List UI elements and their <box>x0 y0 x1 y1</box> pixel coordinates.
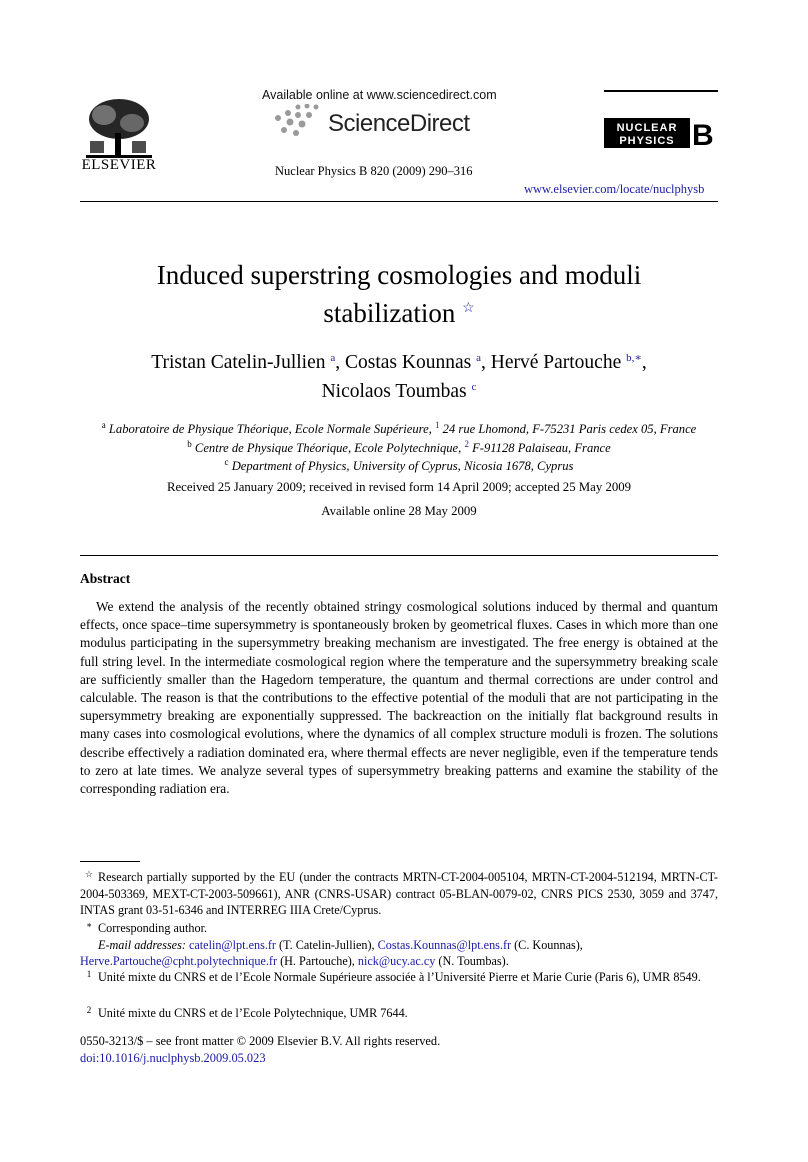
author-affiliation-mark[interactable]: a <box>476 352 481 364</box>
doi-link[interactable]: doi:10.1016/j.nuclphysb.2009.05.023 <box>80 1051 266 1065</box>
affiliation-footnote-mark[interactable]: 2 <box>464 439 469 449</box>
abstract-heading: Abstract <box>80 571 131 586</box>
email-link[interactable]: Costas.Kounnas@lpt.ens.fr <box>377 937 512 952</box>
email-label: E-mail addresses: <box>98 937 186 952</box>
email-link[interactable]: Herve.Partouche@cpht.polytechnique.fr <box>80 954 278 969</box>
available-online-date: Available online 28 May 2009 <box>321 504 477 518</box>
author-list <box>80 346 718 404</box>
affiliation-address: F-91128 Palaiseau, France <box>472 441 611 455</box>
affiliation-text: Laboratoire de Physique Théorique, Ecole Normale Supérieure, <box>108 422 432 436</box>
footnote-text: Unité mixte du CNRS et de l’Ecole Polytechnique, UMR 7644. <box>98 1006 408 1020</box>
footnote-mark: 2 <box>86 1005 92 1015</box>
affiliation-mark: b <box>187 439 192 449</box>
email-owner: (H. Partouche), <box>277 954 358 969</box>
publisher-wordmark: ELSEVIER <box>81 157 157 173</box>
copyright-notice: 0550-3213/$ – see front matter © 2009 Elsevier B.V. All rights reserved. <box>80 1034 441 1048</box>
footnote-text: Unité mixte du CNRS et de l’Ecole Normale Supérieure associée à l’Université Pierre et Marie Curie (Paris 6), UMR 8549. <box>98 970 701 984</box>
footnote-text: Research partially supported by the EU (under the contracts MRTN-CT-2004-005104, MRTN-CT-2004-512194, MRTN-CT-2004-503369, MEXT-CT-2003-509661), ANR (CNRS-USAR) contract 05-BLAN-0079-02, CNRS PICS 2530, 3059 and 3747, INTAS grant 03-51-6346 and INTERREG IIIA Crete/Cyprus. <box>80 870 718 918</box>
svg-text:PHYSICS: PHYSICS <box>619 135 675 147</box>
svg-text:B: B <box>692 119 714 148</box>
abstract-divider <box>80 555 718 556</box>
affiliation-footnote-mark[interactable]: 1 <box>435 420 440 430</box>
footnote-funding <box>80 866 718 919</box>
article-title <box>80 258 718 330</box>
article-history: Received 25 January 2009; received in revised form 14 April 2009; accepted 25 May 2009 <box>166 480 632 494</box>
author-name: Nicolaos Toumbas <box>321 381 467 402</box>
svg-text:NUCLEAR: NUCLEAR <box>616 122 678 134</box>
title-line-2-text: stabilization <box>323 298 456 328</box>
footnote-1 <box>80 966 718 986</box>
author-separator: , <box>481 352 491 373</box>
author-separator: , <box>641 352 647 373</box>
email-owner: (T. Catelin-Jullien), <box>275 937 378 952</box>
footnote-mark: ∗ <box>85 920 93 930</box>
affiliation-text: Centre de Physique Théorique, Ecole Polytechnique, <box>194 441 462 455</box>
affiliation-text: Department of Physics, University of Cyprus, Nicosia 1678, Cyprus <box>231 459 574 473</box>
footnote-divider <box>80 861 140 862</box>
author-name: Tristan Catelin-Jullien <box>151 352 326 373</box>
nuclear-physics-b-logo <box>604 118 718 148</box>
title-line-1: Induced superstring cosmologies and moduli <box>156 260 642 290</box>
email-link[interactable]: nick@ucy.ac.cy <box>357 954 436 969</box>
title-line-2 <box>80 292 718 330</box>
footnote-text: Corresponding author. <box>98 921 207 935</box>
journal-reference: Nuclear Physics B 820 (2009) 290–316 <box>275 164 473 178</box>
affiliation-c <box>80 453 718 475</box>
footnote-mark: ☆ <box>84 869 94 879</box>
journal-url-link[interactable]: www.elsevier.com/locate/nuclphysb <box>524 182 705 196</box>
author-name: Costas Kounnas <box>345 352 472 373</box>
affiliation-mark: c <box>224 457 229 467</box>
footnote-corresponding <box>80 917 718 970</box>
header-divider <box>80 201 718 202</box>
affiliation-address: 24 rue Lhomond, F-75231 Paris cedex 05, France <box>442 422 697 436</box>
sciencedirect-dots-icon <box>274 104 330 138</box>
email-link[interactable]: catelin@lpt.ens.fr <box>188 937 276 952</box>
abstract-text: We extend the analysis of the recently obtained stringy cosmological solutions induced by thermal and quantum effects, once space–time supersymmetry is spontaneously broken by geometrical fluxes. Cases in which more than one modulus participating in the supersymmetry breaking mechanism are investigated. The free energy is obtained at the full string level. In the intermediate cosmological region where the temperature and the supersymmetry breaking scale are sufficiently smaller than the Hagedorn temperature, the quantum and thermal corrections are under control and calculable. The reason is that the contributions to the effective potential of the moduli that are not participating in the supersymmetry breaking are exponentially suppressed. The backreaction on the initially flat background results in many cases into cosmological evolutions, where the dynamics of all complex structure moduli is frozen. The solutions describe effectively a radiation dominated era, where thermal effects are never negligible, even if the temperature tends to zero at late times. We analyze several types of supersymmetry breaking patterns and examine the stability of the corresponding radiation era. <box>80 599 718 797</box>
email-owner: (N. Toumbas). <box>435 954 509 969</box>
affiliation-mark: a <box>101 420 106 430</box>
author-name: Hervé Partouche <box>490 352 622 373</box>
footnote-mark: 1 <box>86 969 92 979</box>
available-online-text: Available online at www.sciencedirect.com <box>262 88 497 102</box>
email-owner: (C. Kounnas), <box>511 937 583 952</box>
journal-logo-rule <box>604 90 718 92</box>
author-affiliation-mark[interactable]: b,∗ <box>626 352 642 364</box>
title-footnote-mark[interactable]: ☆ <box>462 301 475 316</box>
author-affiliation-mark[interactable]: c <box>471 381 477 393</box>
author-separator: , <box>335 352 346 373</box>
footnote-2 <box>80 1002 718 1022</box>
sciencedirect-wordmark: ScienceDirect <box>328 110 470 137</box>
author-affiliation-mark[interactable]: a <box>330 352 336 364</box>
